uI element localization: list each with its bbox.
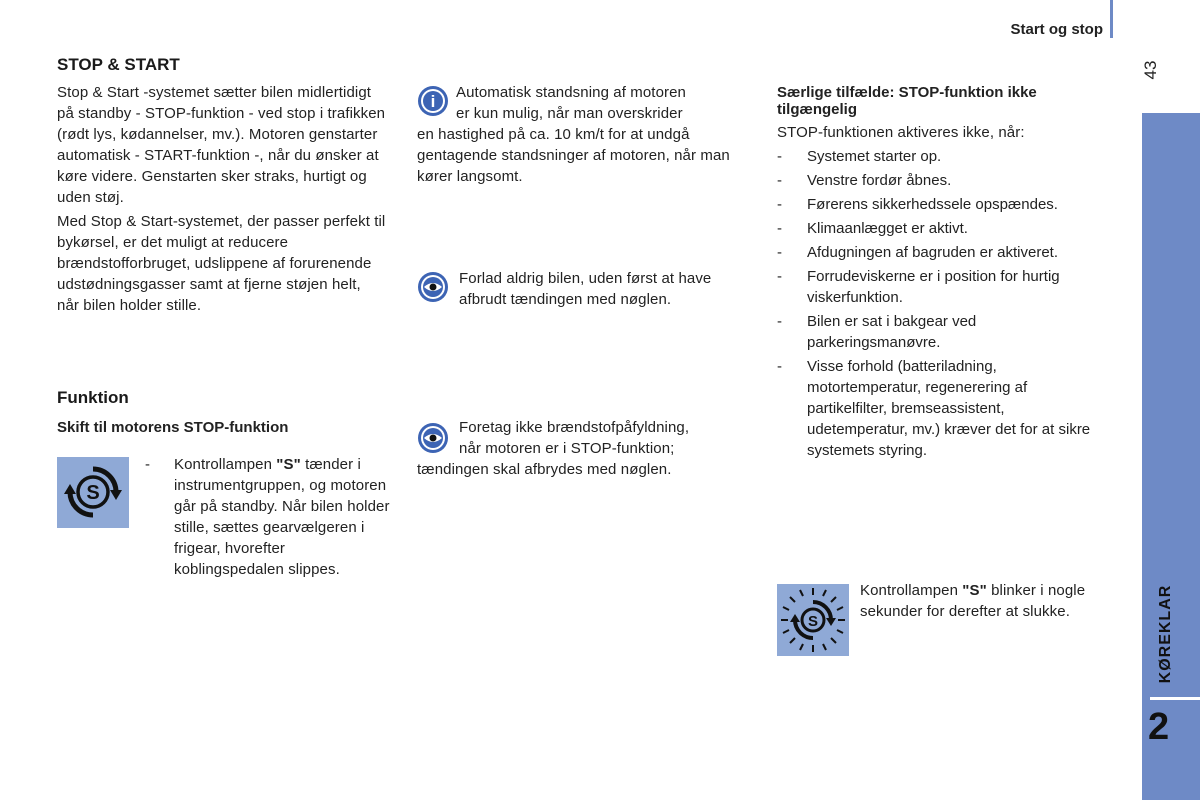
section-title: Start og stop (1010, 21, 1103, 38)
chapter-label: KØREKLAR (1157, 584, 1174, 684)
stop-start-lamp-icon (57, 457, 129, 528)
warning-refuel-line-2: når motoren er i STOP-funktion; (459, 440, 675, 457)
lamp-letter: S (86, 482, 100, 504)
blink-description: Kontrollampen "S" blinker i nogle sekunder for derefter at slukke. (860, 582, 1086, 620)
list-item: - Venstre fordør åbnes. (777, 172, 952, 189)
chapter-number: 2 (1148, 706, 1170, 748)
chapter-divider (1150, 697, 1200, 700)
list-item: - Bilen er sat i bakgear ved parkeringsmanøvre. (777, 313, 977, 351)
benefits-paragraph: Med Stop & Start-systemet, der passer perfekt til bykørsel, er det muligt at reducere brændstofforbruget, udslippene af forurenende udstødningsgasser samt at fjerne støjen helt, når bilen holder stille. (57, 213, 386, 314)
warning-leave-car: Forlad aldrig bilen, uden først at have afbrudt tændingen med nøglen. (459, 270, 712, 308)
list-item: - Visse forhold (batteriladning, motortemperatur, regenerering af partikelfilter, bremseassistent, udetemperatur, mv.) kræver det for at sikre systemets styring. (777, 358, 1091, 459)
warning-refuel-rest: tændingen skal afbrydes med nøglen. (417, 461, 672, 478)
info-line-2: er kun mulig, når man overskrider (456, 105, 683, 122)
list-item: - Systemet starter op. (777, 148, 942, 165)
stop-subheading: Skift til motorens STOP-funktion (57, 419, 289, 436)
blinking-lamp-icon (777, 584, 849, 656)
stop-instruction: Kontrollampen "S" tænder i instrumentgruppen, og motoren går på standby. Når bilen holder stille, sættes gearvælgeren i frigear, hvorefter koblingspedalen slippes. (174, 456, 390, 578)
funktion-heading: Funktion (57, 388, 129, 407)
conditions-list (777, 146, 1107, 461)
header-rule (1110, 0, 1113, 38)
list-dash: - (145, 456, 151, 473)
info-rest: en hastighed på ca. 10 km/t for at undgå gentagende standsninger af motoren, når man kører langsomt. (417, 126, 730, 185)
special-cases-heading: Særlige tilfælde: STOP-funktion ikke tilgængelig (777, 84, 1037, 118)
lamp-letter: S (807, 613, 819, 630)
warning-refuel-line-1: Foretag ikke brændstofpåfyldning, (459, 419, 690, 436)
main-title: STOP & START (57, 55, 180, 74)
list-item: - Forrudeviskerne er i position for hurtig viskerfunktion. (777, 268, 1060, 306)
info-line-1: Automatisk standsning af motoren (456, 84, 686, 101)
list-item: - Klimaanlægget er aktivt. (777, 220, 968, 237)
svg-text:i: i (430, 92, 436, 111)
special-cases-intro: STOP-funktionen aktiveres ikke, når: (777, 124, 1025, 141)
page-number: 43 (1141, 60, 1160, 80)
list-item: - Afdugningen af bagruden er aktiveret. (777, 244, 1059, 261)
list-item: - Førerens sikkerhedssele opspændes. (777, 196, 1058, 213)
eye-icon (417, 271, 449, 303)
intro-paragraph: Stop & Start -systemet sætter bilen midlertidigt på standby - STOP-funktion - ved stop i trafikken (rødt lys, kødannelser, mv.). Motoren genstarter automatisk - START-funktion -, når du ønsker at køre videre. Genstarten sker straks, hurtigt og uden støj. (57, 84, 386, 206)
